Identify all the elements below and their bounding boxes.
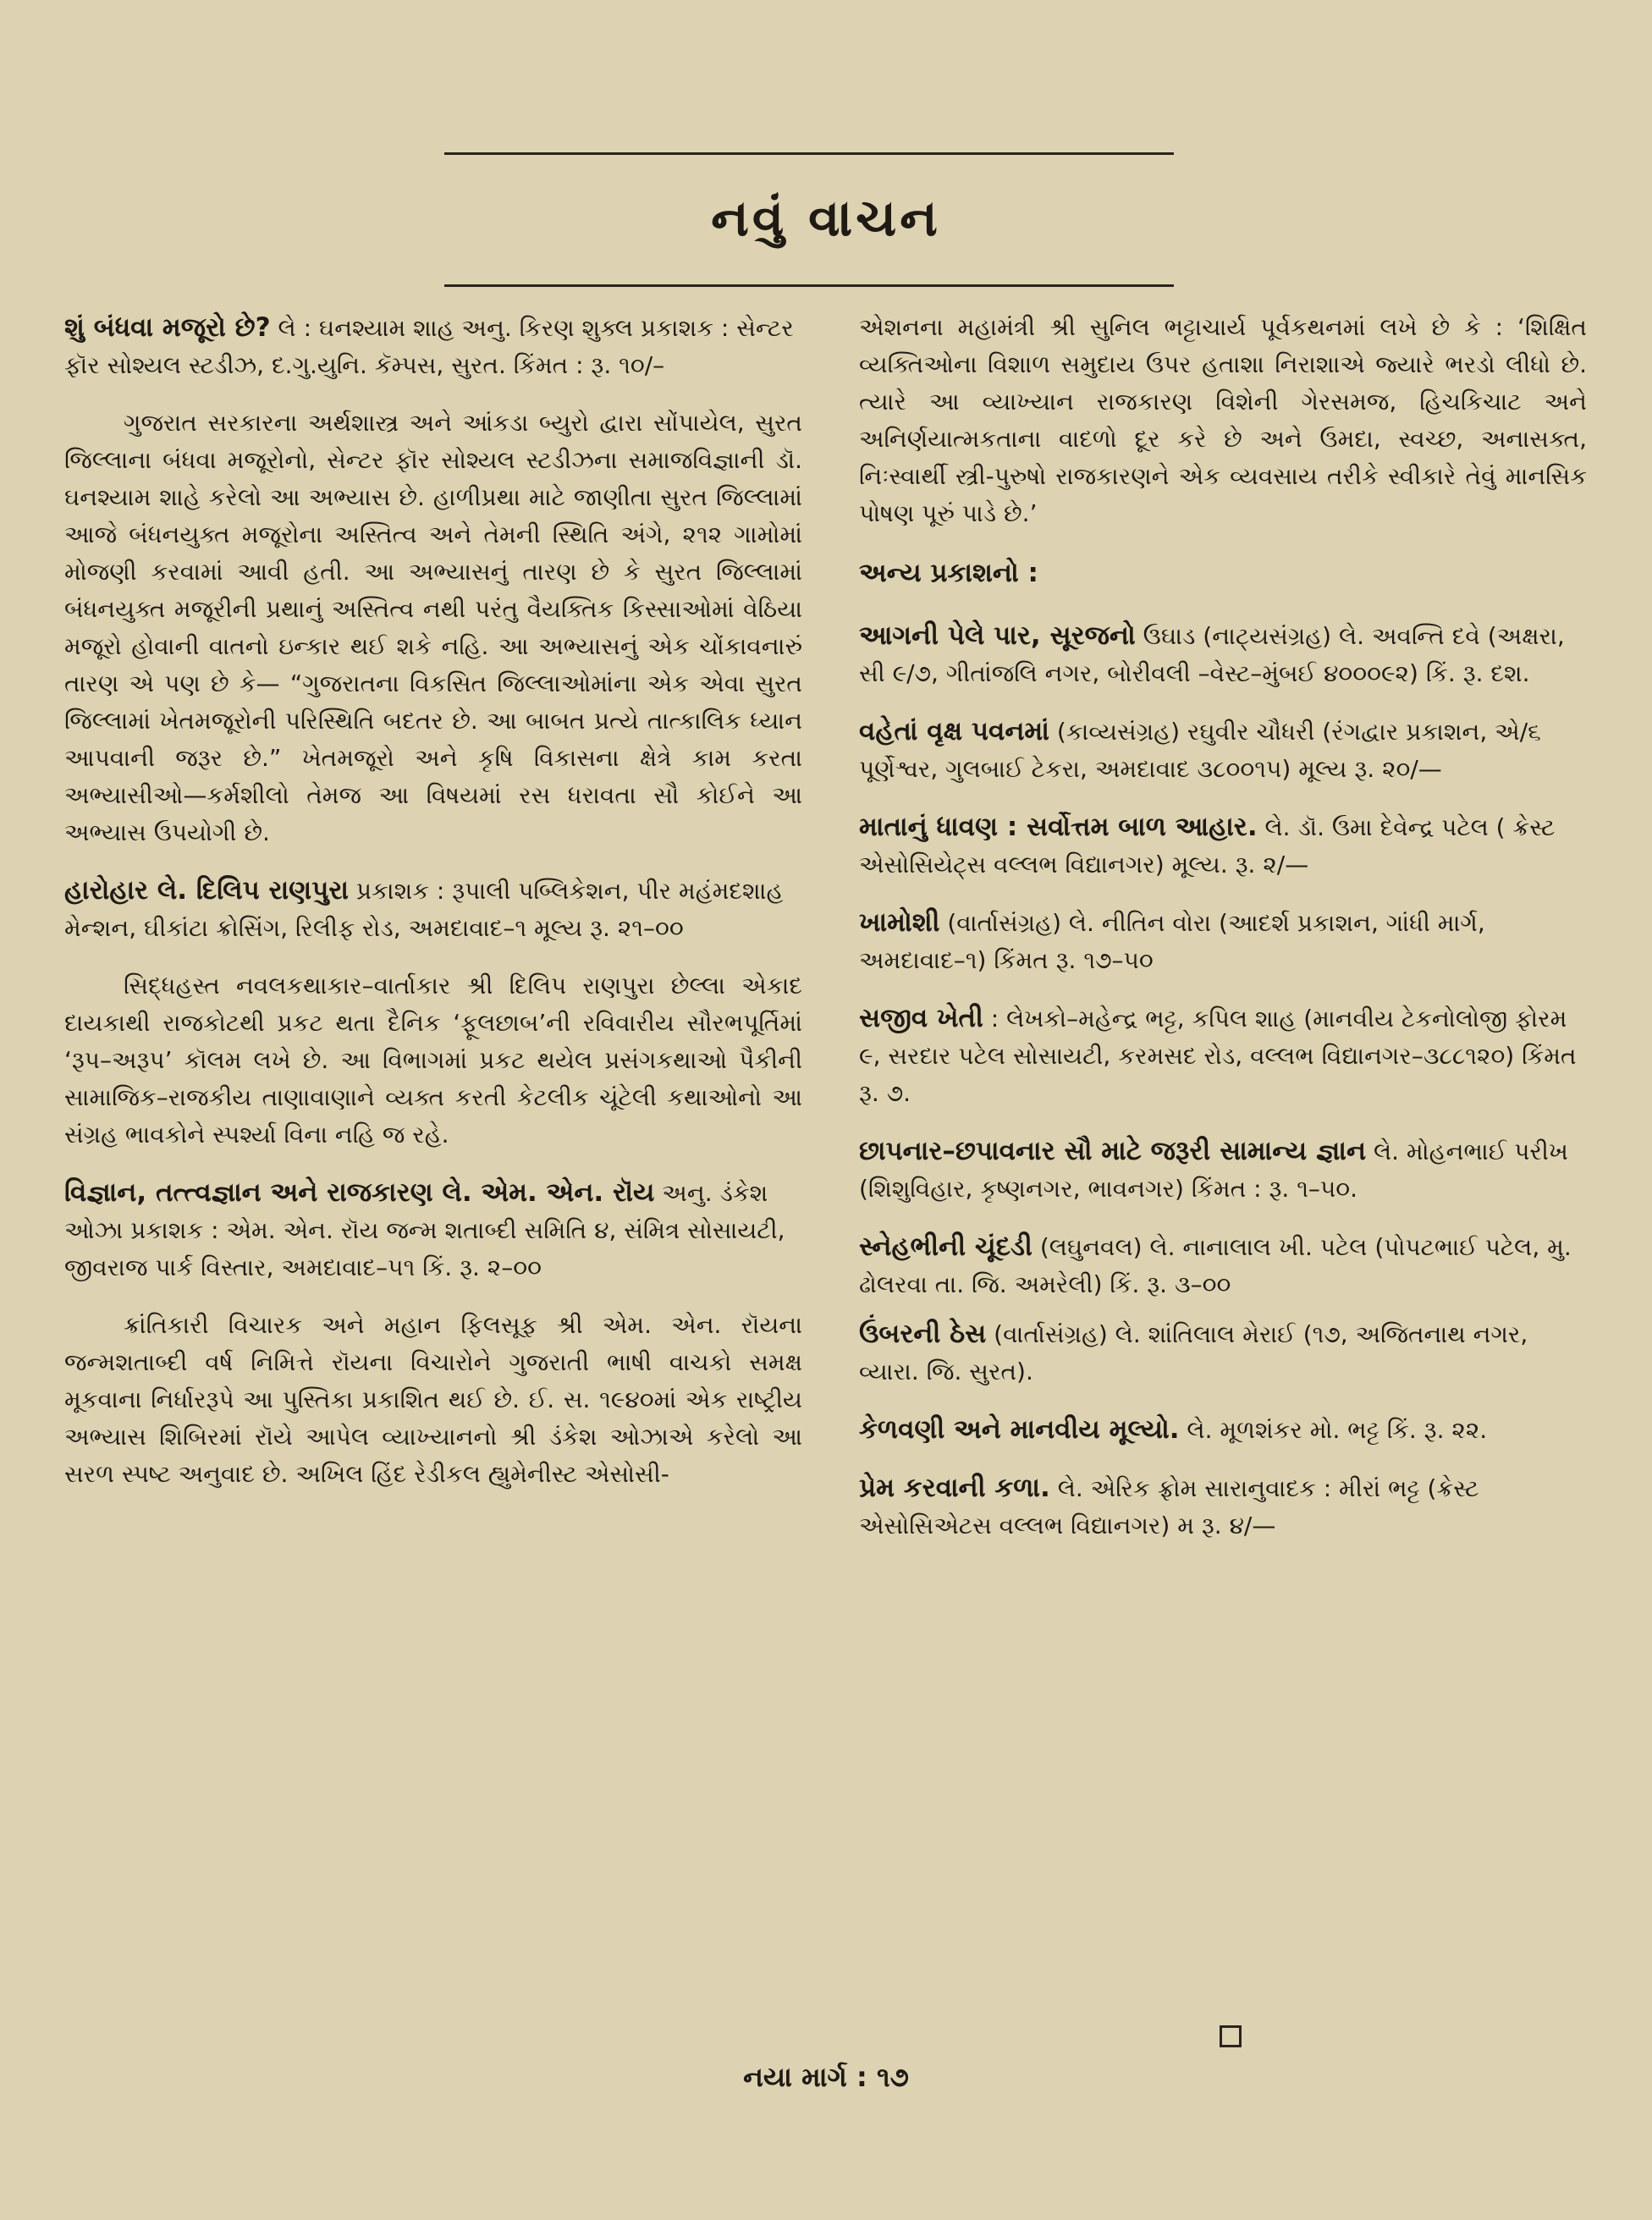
book-entry [64, 309, 802, 384]
top-rule [444, 152, 1174, 155]
publication-details: લે. ડૉ. ઉમા દેવેન્દ્ર પટેલ ( ક્રેસ્ટ એસોસિયેટ્સ વલ્લભ વિદ્યાનગર) મૂલ્ય. રૂ. ૨/— [859, 813, 1556, 879]
publication-entry [859, 617, 1587, 692]
publication-details: લે. મૂળશંકર મો. ભટ્ટ કિં. રૂ. ૨૨. [1179, 1416, 1488, 1444]
publication-details: લે. મોહનભાઈ પરીખ (શિશુવિહાર, કૃષ્ણનગર, ભાવનગર) કિંમત : રૂ. ૧–૫૦. [859, 1138, 1568, 1203]
other-publications-heading: અન્ય પ્રકાશનો : [859, 558, 1038, 588]
publication-title: આગની પેલે પાર, સૂરજનો [859, 620, 1136, 651]
publication-title: સ્નેહભીની ચૂંદડી [859, 1231, 1032, 1262]
publication-details: (કાવ્યસંગ્રહ) રઘુવીર ચૌધરી (રંગદ્વાર પ્રકાશન, એ/૬ પૂર્ણેશ્વર, ગુલબાઈ ટેકરા, અમદાવાદ ૩૮૦૦૧૫) મૂલ્ય રૂ. ૨૦/— [859, 718, 1541, 783]
right-column [859, 309, 1587, 1565]
publication-entry [859, 1315, 1587, 1391]
publication-title: સજીવ ખેતી [859, 1003, 983, 1033]
book-details: પ્રકાશક : રૂપાલી પબ્લિકેશન, પીર મહંમદશાહ મેન્શન, ઘીકાંટા ક્રોસિંગ, રિલીફ રોડ, અમદાવાદ–૧ મૂલ્ય રૂ. ૨૧–૦૦ [64, 877, 784, 942]
publication-title: પ્રેમ કરવાની કળા. [859, 1473, 1050, 1503]
page-footer: નયા માર્ગ : ૧૭ [743, 2061, 909, 2093]
publication-details: (વાર્તાસંગ્રહ) લે. શાંતિલાલ મેરાઈ (૧૭, અજિતનાથ નગર, વ્યારા. જિ. સુરત). [859, 1320, 1528, 1385]
publication-title: કેળવણી અને માનવીય મૂલ્યો. [859, 1414, 1180, 1445]
publication-entry [859, 713, 1587, 788]
page-title: નવું વાચન [711, 189, 941, 248]
publication-entry [859, 1000, 1587, 1112]
publication-details: ઉઘાડ (નાટ્યસંગ્રહ) લે. અવન્તિ દવે (અક્ષરા, સી ૯/૭, ગીતાંજલિ નગર, બોરીવલી –વેસ્ટ–મુંબઈ ૪૦૦૦૯૨) કિં. રૂ. દશ. [859, 622, 1565, 687]
publication-entry [859, 904, 1587, 979]
publication-entry [859, 1411, 1587, 1449]
book-title: હારોહાર લે. દિલિપ રાણપુરા [64, 875, 349, 906]
publication-details: : લેખકો–મહેન્દ્ર ભટ્ટ, કપિલ શાહ (માનવીય ટેકનોલોજી ફોરમ ૯, સરદાર પટેલ સોસાયટી, કરમસદ રોડ, વલ્લભ વિદ્યાનગર–૩૮૮૧૨૦) કિંમત રૂ. ૭. [859, 1005, 1577, 1107]
book-entry [64, 1174, 802, 1286]
publication-entry [859, 1228, 1587, 1303]
review-paragraph-continued: એશનના મહામંત્રી શ્રી સુનિલ ભટ્ટાચાર્ય પૂર્વકથનમાં લખે છે કે : ‘શિક્ષિત વ્યક્તિઓના વિશાળ સમુદાય ઉપર હતાશા નિરાશાએ જ્યારે ભરડો લીધો છે. ત્યારે આ વ્યાખ્યાન રાજકારણ વિશેની ગેરસમજ, હિચકિચાટ અને અનિર્ણયાત્મકતાના વાદળો દૂર કરે છે અને ઉમદા, સ્વચ્છ, અનાસક્ત, નિઃસ્વાર્થી સ્ત્રી-પુરુષો રાજકારણને એક વ્યવસાય તરીકે સ્વીકારે તેવું માનસિક પોષણ પૂરું પાડે છે.’ [859, 313, 1587, 527]
title-bottom-rule [444, 284, 1174, 287]
publication-details: લે. એરિક ફ્રોમ સારાનુવાદક : મીરાં ભટ્ટ (ક્રેસ્ટ એસોસિએટસ વલ્લભ વિદ્યાનગર) મ રૂ. ૪/— [859, 1474, 1479, 1540]
publication-details: (વાર્તાસંગ્રહ) લે. નીતિન વોરા (આદર્શ પ્રકાશન, ગાંધી માર્ગ, અમદાવાદ–૧) કિંમત રૂ. ૧૭–૫૦ [859, 909, 1485, 974]
book-entry [64, 872, 802, 947]
left-column [64, 309, 802, 1513]
publication-details: (લઘુનવલ) લે. નાનાલાલ ખી. પટેલ (પોપટભાઈ પટેલ, મુ. ઢોલરવા તા. જિ. અમરેલી) કિં. રૂ. ૩–૦૦ [859, 1233, 1572, 1298]
publication-title: માતાનું ધાવણ : સર્વોત્તમ બાળ આહાર. [859, 812, 1258, 842]
publication-entry [859, 1132, 1587, 1208]
book-details: અનુ. ડંકેશ ઓઝા પ્રકાશક : એમ. એન. રૉય જન્મ શતાબ્દી સમિતિ ૪, સંમિત્ર સોસાયટી, જીવરાજ પાર્ક વિસ્તાર, અમદાવાદ–૫૧ કિં. રૂ. ૨–૦૦ [64, 1179, 785, 1281]
book-title: વિજ્ઞાન, તત્ત્વજ્ઞાન અને રાજકારણ લે. એમ. એન. રૉય [64, 1177, 655, 1208]
book-details: લે : ઘનશ્યામ શાહ અનુ. કિરણ શુક્લ પ્રકાશક : સેન્ટર ફૉર સોશ્યલ સ્ટડીઝ, દ.ગુ.યુનિ. કૅમ્પસ, સુરત. કિંમત : રૂ. ૧૦/– [64, 314, 794, 379]
publication-title: ઉંબરની ઠેસ [859, 1319, 987, 1349]
publication-entry [859, 808, 1587, 884]
publication-title: વહેતાં વૃક્ષ પવનમાં [859, 716, 1049, 746]
review-paragraph: ગુજરાત સરકારના અર્થશાસ્ત્ર અને આંકડા બ્યુરો દ્વારા સોંપાયેલ, સુરત જિલ્લાના બંધવા મજૂરોનો, સેન્ટર ફૉર સોશ્યલ સ્ટડીઝના સમાજવિજ્ઞાની ડૉ. ઘનશ્યામ શાહે કરેલો આ અભ્યાસ છે. હાળીપ્રથા માટે જાણીતા સુરત જિલ્લામાં આજે બંધનયુક્ત મજૂરોના અસ્તિત્વ અને તેમની સ્થિતિ અંગે, ૨૧૨ ગામોમાં મોજણી કરવામાં આવી હતી. આ અભ્યાસનું તારણ છે કે સુરત જિલ્લામાં બંધનયુક્ત મજૂરીની પ્રથાનું અસ્તિત્વ નથી પરંતુ વૈયક્તિક કિસ્સાઓમાં વેઠિયા મજૂરો હોવાની વાતનો ઇન્કાર થઈ શકે નહિ. આ અભ્યાસનું એક ચોંકાવનારું તારણ એ પણ છે કે— “ગુજરાતના વિકસિત જિલ્લાઓમાંના એક એવા સુરત જિલ્લામાં ખેતમજૂરોની પરિસ્થિતિ બદતર છે. આ બાબત પ્રત્યે તાત્કાલિક ધ્યાન આપવાની જરૂર છે.” ખેતમજૂરો અને કૃષિ વિકાસના ક્ષેત્રે કામ કરતા અભ્યાસીઓ—કર્મશીલો તેમજ આ વિષયમાં રસ ધરાવતા સૌ કોઈને આ અભ્યાસ ઉપયોગી છે. [64, 409, 802, 846]
publication-title: છાપનાર–છપાવનાર સૌ માટે જરૂરી સામાન્ય જ્ઞાન [859, 1136, 1367, 1166]
publication-title: ખામોશી [859, 907, 940, 938]
review-paragraph: ક્રાંતિકારી વિચારક અને મહાન ફિલસૂફ શ્રી એમ. એન. રૉયના જન્મશતાબ્દી વર્ષ નિમિત્તે રૉયના વિચારોને ગુજરાતી ભાષી વાચકો સમક્ષ મૂકવાના નિર્ધારરૂપે આ પુસ્તિકા પ્રકાશિત થઈ છે. ઈ. સ. ૧૯૪૦માં એક રાષ્ટ્રીય અભ્યાસ શિબિરમાં રૉયે આપેલ વ્યાખ્યાનનો શ્રી ડંકેશ ઓઝાએ કરેલો આ સરળ સ્પષ્ટ અનુવાદ છે. અખિલ હિંદ રેડીકલ હ્યુમેનીસ્ટ એસોસી- [64, 1311, 802, 1488]
book-title: શું બંધવા મજૂરો છે? [64, 312, 271, 343]
review-paragraph: સિદ્ધહસ્ત નવલકથાકાર–વાર્તાકાર શ્રી દિલિપ રાણપુરા છેલ્લા એકાદ દાયકાથી રાજકોટથી પ્રકટ થતા દૈનિક ‘ફૂલછાબ’ની રવિવારીય સૌરભપૂર્તિમાં ‘રૂપ–અરૂપ’ કૉલમ લખે છે. આ વિભાગમાં પ્રકટ થયેલ પ્રસંગકથાઓ પૈકીની સામાજિક–રાજકીય તાણાવાણાને વ્યક્ત કરતી કેટલીક ચૂંટેલી કથાઓનો આ સંગ્રહ ભાવકોને સ્પર્શ્યા વિના નહિ જ રહે. [64, 972, 802, 1149]
end-mark-box [1220, 2025, 1242, 2047]
publication-entry [859, 1469, 1587, 1545]
